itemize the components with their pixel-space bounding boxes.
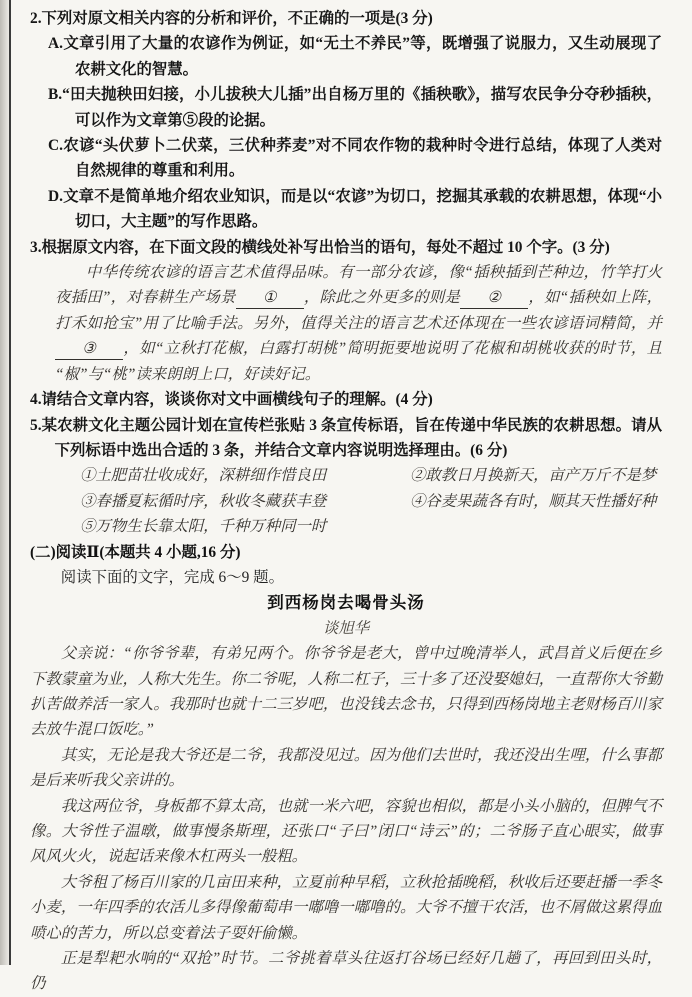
question-3-passage — [55, 260, 662, 387]
slogan-empty-cell — [410, 514, 662, 539]
section-2-header: (二)阅读Ⅱ(本题共 4 小题,16 分) — [30, 543, 241, 561]
passage-paragraph-1: 父亲说：“你爷爷辈，有弟兄两个。你爷爷是老大，曾中过晚清举人，武昌首义后便在乡下教蒙童为业，人称大先生。你二爷呢，人称二杠子，三十多了还没娶媳妇，一直帮你大爷勤扒苦做养活一家人。我那时也就十二三岁吧，也没钱去念书，只得到西杨岗地主老财杨百川家去放牛混口饭吃。” — [30, 645, 662, 739]
question-2-option-b: B.“田夫抛秧田妇接，小儿拔秧大儿插”出自杨万里的《插秧歌》，描写农民争分夺秒插秧，可以作为文章第⑤段的论据。 — [48, 86, 662, 129]
passage-author: 谈旭华 — [322, 619, 370, 637]
question-2-option-c: C.农谚“头伏萝卜二伏菜，三伏种荞麦”对不同农作物的栽种时令进行总结，体现了人类对自然规律的尊重和利用。 — [48, 137, 662, 180]
slogan-1: ①土肥苗壮收成好，深耕细作惜良田 — [80, 467, 327, 485]
slogan-4: ④谷麦果蔬各有时，顺其天性播好种 — [410, 492, 657, 510]
question-3-stem: 3.根据原文内容，在下面文段的横线处补写出恰当的语句，每处不超过 10 个字。(3 分) — [30, 238, 610, 256]
passage-paragraph-5: 正是犁耙水响的“双抢”时节。二爷挑着草头往返打谷场已经好几趟了，再回到田头时，仍 — [30, 950, 662, 993]
fill-blank-1: ① — [236, 290, 304, 309]
passage-text-4: ，如“立秋打花椒，白露打胡桃”简明扼要地说明了花椒和胡桃收获的时节，且“椒”与“桃”读来朗朗上口，好读好记。 — [55, 340, 662, 383]
question-4-stem: 4.请结合文章内容，谈谈你对文中画横线句子的理解。(4 分) — [30, 391, 433, 409]
reading-instruction: 阅读下面的文字，完成 6～9 题。 — [60, 568, 284, 586]
fill-blank-3: ③ — [55, 341, 123, 360]
passage-text-3: ，如“插秧如上阵，打禾如抢宝”用了比喻手法。另外，值得关注的语言艺术还体现在一些农谚语词精简，并 — [55, 289, 662, 332]
passage-title: 到西杨岗去喝骨头汤 — [267, 593, 425, 613]
question-5-stem: 5.某农耕文化主题公园计划在宣传栏张贴 3 条宣传标语，旨在传递中华民族的农耕思想。请从下列标语中选出合适的 3 条，并结合文章内容说明选择理由。(6 分) — [30, 416, 662, 459]
scan-edge-shadow — [0, 0, 9, 965]
passage-paragraph-2: 其实，无论是我大爷还是二爷，我都没见过。因为他们去世时，我还没出生哩，什么事都是后来听我父亲讲的。 — [30, 746, 662, 790]
passage-text-1: 中华传统农谚的语言艺术值得品味。有一部分农谚，像“插秧插到芒种边，竹竿打火夜插田”，对春耕生产场景 — [55, 264, 662, 307]
exam-page — [30, 6, 662, 997]
question-2-stem: 2.下列对原文相关内容的分析和评价，不正确的一项是(3 分) — [30, 10, 433, 27]
slogan-2: ②敢教日月换新天，亩产万斤不是梦 — [410, 467, 657, 485]
passage-paragraph-3: 我这两位爷，身板都不算太高，也就一米六吧，容貌也相似，都是小头小脑的，但脾气不像。大爷性子温暾，做事慢条斯理，还张口“子曰”闭口“诗云”的；二爷肠子直心眼实，做事风风火火，说起话来像木杠两头一般粗。 — [30, 797, 662, 866]
slogan-3: ③春播夏耘循时序，秋收冬藏获丰登 — [80, 492, 327, 510]
slogan-5: ⑤万物生长靠太阳，千种万种同一时 — [80, 518, 327, 536]
fill-blank-2: ② — [460, 290, 528, 309]
passage-paragraph-4: 大爷租了杨百川家的几亩田来种，立夏前种早稻，立秋抢插晚稻，秋收后还要赶播一季冬小麦，一年四季的农活儿多得像葡萄串一嘟噜一嘟噜的。大爷不擅干农活，也不屑做这累得血喷心的苦力，所以总变着法子耍奸偷懒。 — [30, 873, 662, 942]
passage-text-2: ，除此之外更多的则是 — [303, 289, 461, 307]
question-2-option-d: D.文章不是简单地介绍农业知识，而是以“农谚”为切口，挖掘其承载的农耕思想，体现“小切口，大主题”的写作思路。 — [48, 187, 662, 231]
slogan-list — [80, 463, 662, 539]
question-2-option-a: A.文章引用了大量的农谚作为例证，如“无土不养民”等，既增强了说服力，又生动展现了农耕文化的智慧。 — [48, 35, 662, 78]
page-border-line — [9, 0, 11, 965]
